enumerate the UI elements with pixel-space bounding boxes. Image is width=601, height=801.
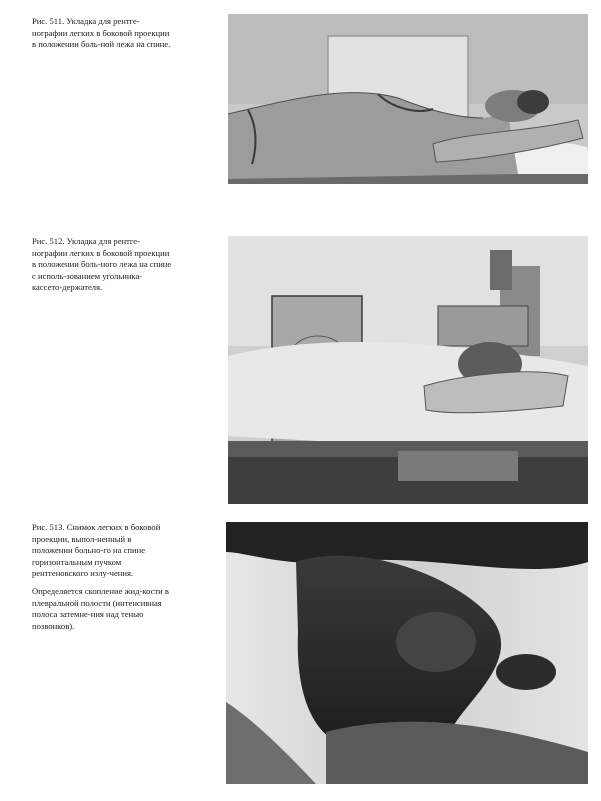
figure-511-caption	[32, 16, 172, 51]
figure-511-photo	[228, 14, 588, 184]
figure-512-caption-text: Рис. 512. Укладка для рентге-нографии легких в боковой проекции в положении боль-ного лежа на спине с исполь-зованием угольника-кассето-держателя.	[32, 236, 172, 293]
figure-511-caption-text: Рис. 511. Укладка для рентге-нографии легких в боковой проекции в положении боль-ной лежа на спине.	[32, 16, 171, 50]
figure-513-photo	[226, 522, 588, 784]
figure-512-photo	[228, 236, 588, 504]
figure-512-caption	[32, 236, 172, 294]
figure-513-note-text: Определяется скопление жид-кости в плевральной полости (интенсивная полоса затемне-ния над тенью позвонков).	[32, 585, 169, 631]
figure-513-caption	[32, 522, 172, 632]
figure-513-caption-text: Рис. 513. Снимок легких в боковой проекции, выпол-ненный в положении больно-го на спине горизонтальным пучком рентгеновского излу-чения.	[32, 522, 161, 579]
